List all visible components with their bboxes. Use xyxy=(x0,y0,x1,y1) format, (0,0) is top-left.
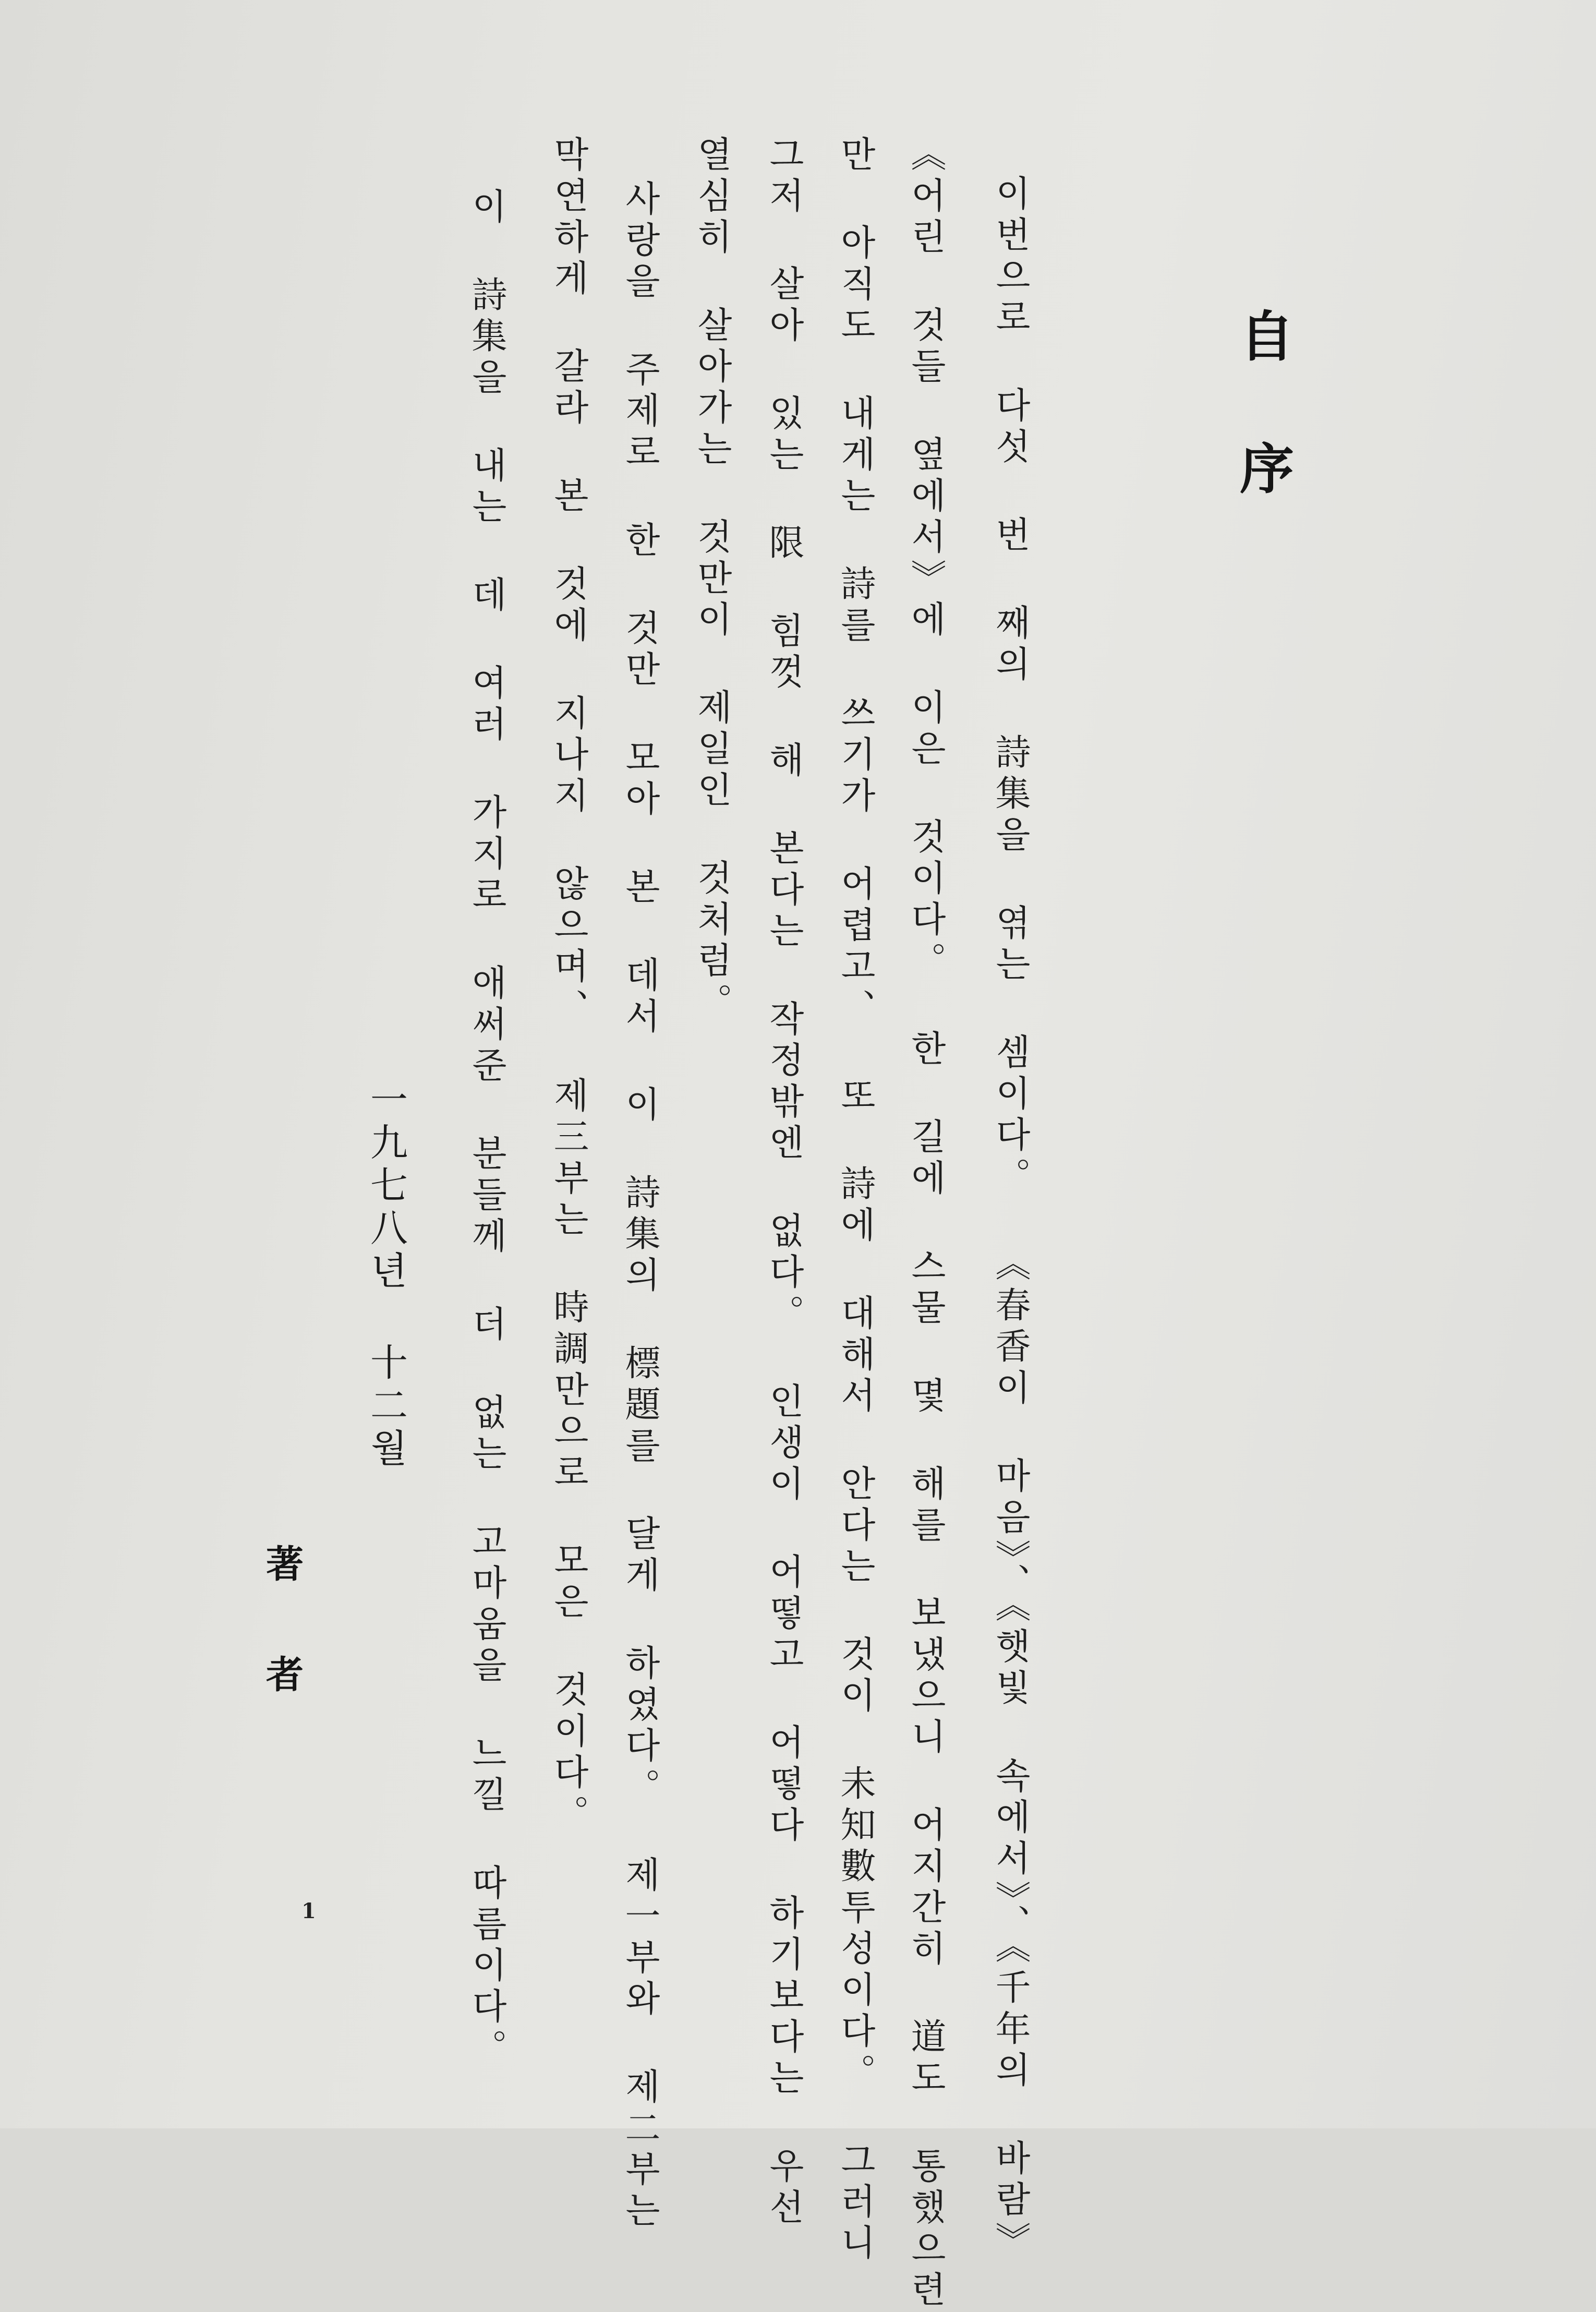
preface-line-4: 그저 살아 있는 限 힘껏 해 본다는 작정밖엔 없다。 인생이 어떻고 어떻다 하기보다는 우선 xyxy=(763,136,804,2230)
preface-line-1: 이번으로 다섯 번 째의 詩集을 엮는 셈이다。 《春香이 마음》、《햇빛 속에서》、《千年의 바람》 xyxy=(989,175,1031,2263)
preface-line-2: 《어린 것들 옆에서》에 이은 것이다。 한 길에 스물 몇 해를 보냈으니 어지간히 道도 통했으련 xyxy=(905,136,946,2312)
page-number: 1 xyxy=(301,1899,316,1923)
page-title: 自序 xyxy=(1230,308,1295,573)
preface-line-8: 이 詩集을 내는 데 여러 가지로 애써준 분들께 더 없는 고마움을 느낄 따름이다。 xyxy=(466,188,507,2070)
author-signature: 著者 xyxy=(260,1544,304,1765)
preface-line-6: 사랑을 주제로 한 것만 모아 본 데서 이 詩集의 標題를 달게 하였다。 제一부와 제二부는 xyxy=(619,180,660,2233)
preface-date: 一九七八년 十二월 xyxy=(364,1080,408,1471)
preface-line-3: 만 아직도 내게는 詩를 쓰기가 어렵고、 또 詩에 대해서 안다는 것이 未知數투성이다。 그러니 xyxy=(835,136,876,2265)
preface-line-5: 열심히 살아가는 것만이 제일인 것처럼。 xyxy=(691,136,732,1024)
preface-line-7: 막연하게 갈라 본 것에 지나지 않으며、 제三부는 時調만으로 모은 것이다。 xyxy=(548,136,589,1836)
